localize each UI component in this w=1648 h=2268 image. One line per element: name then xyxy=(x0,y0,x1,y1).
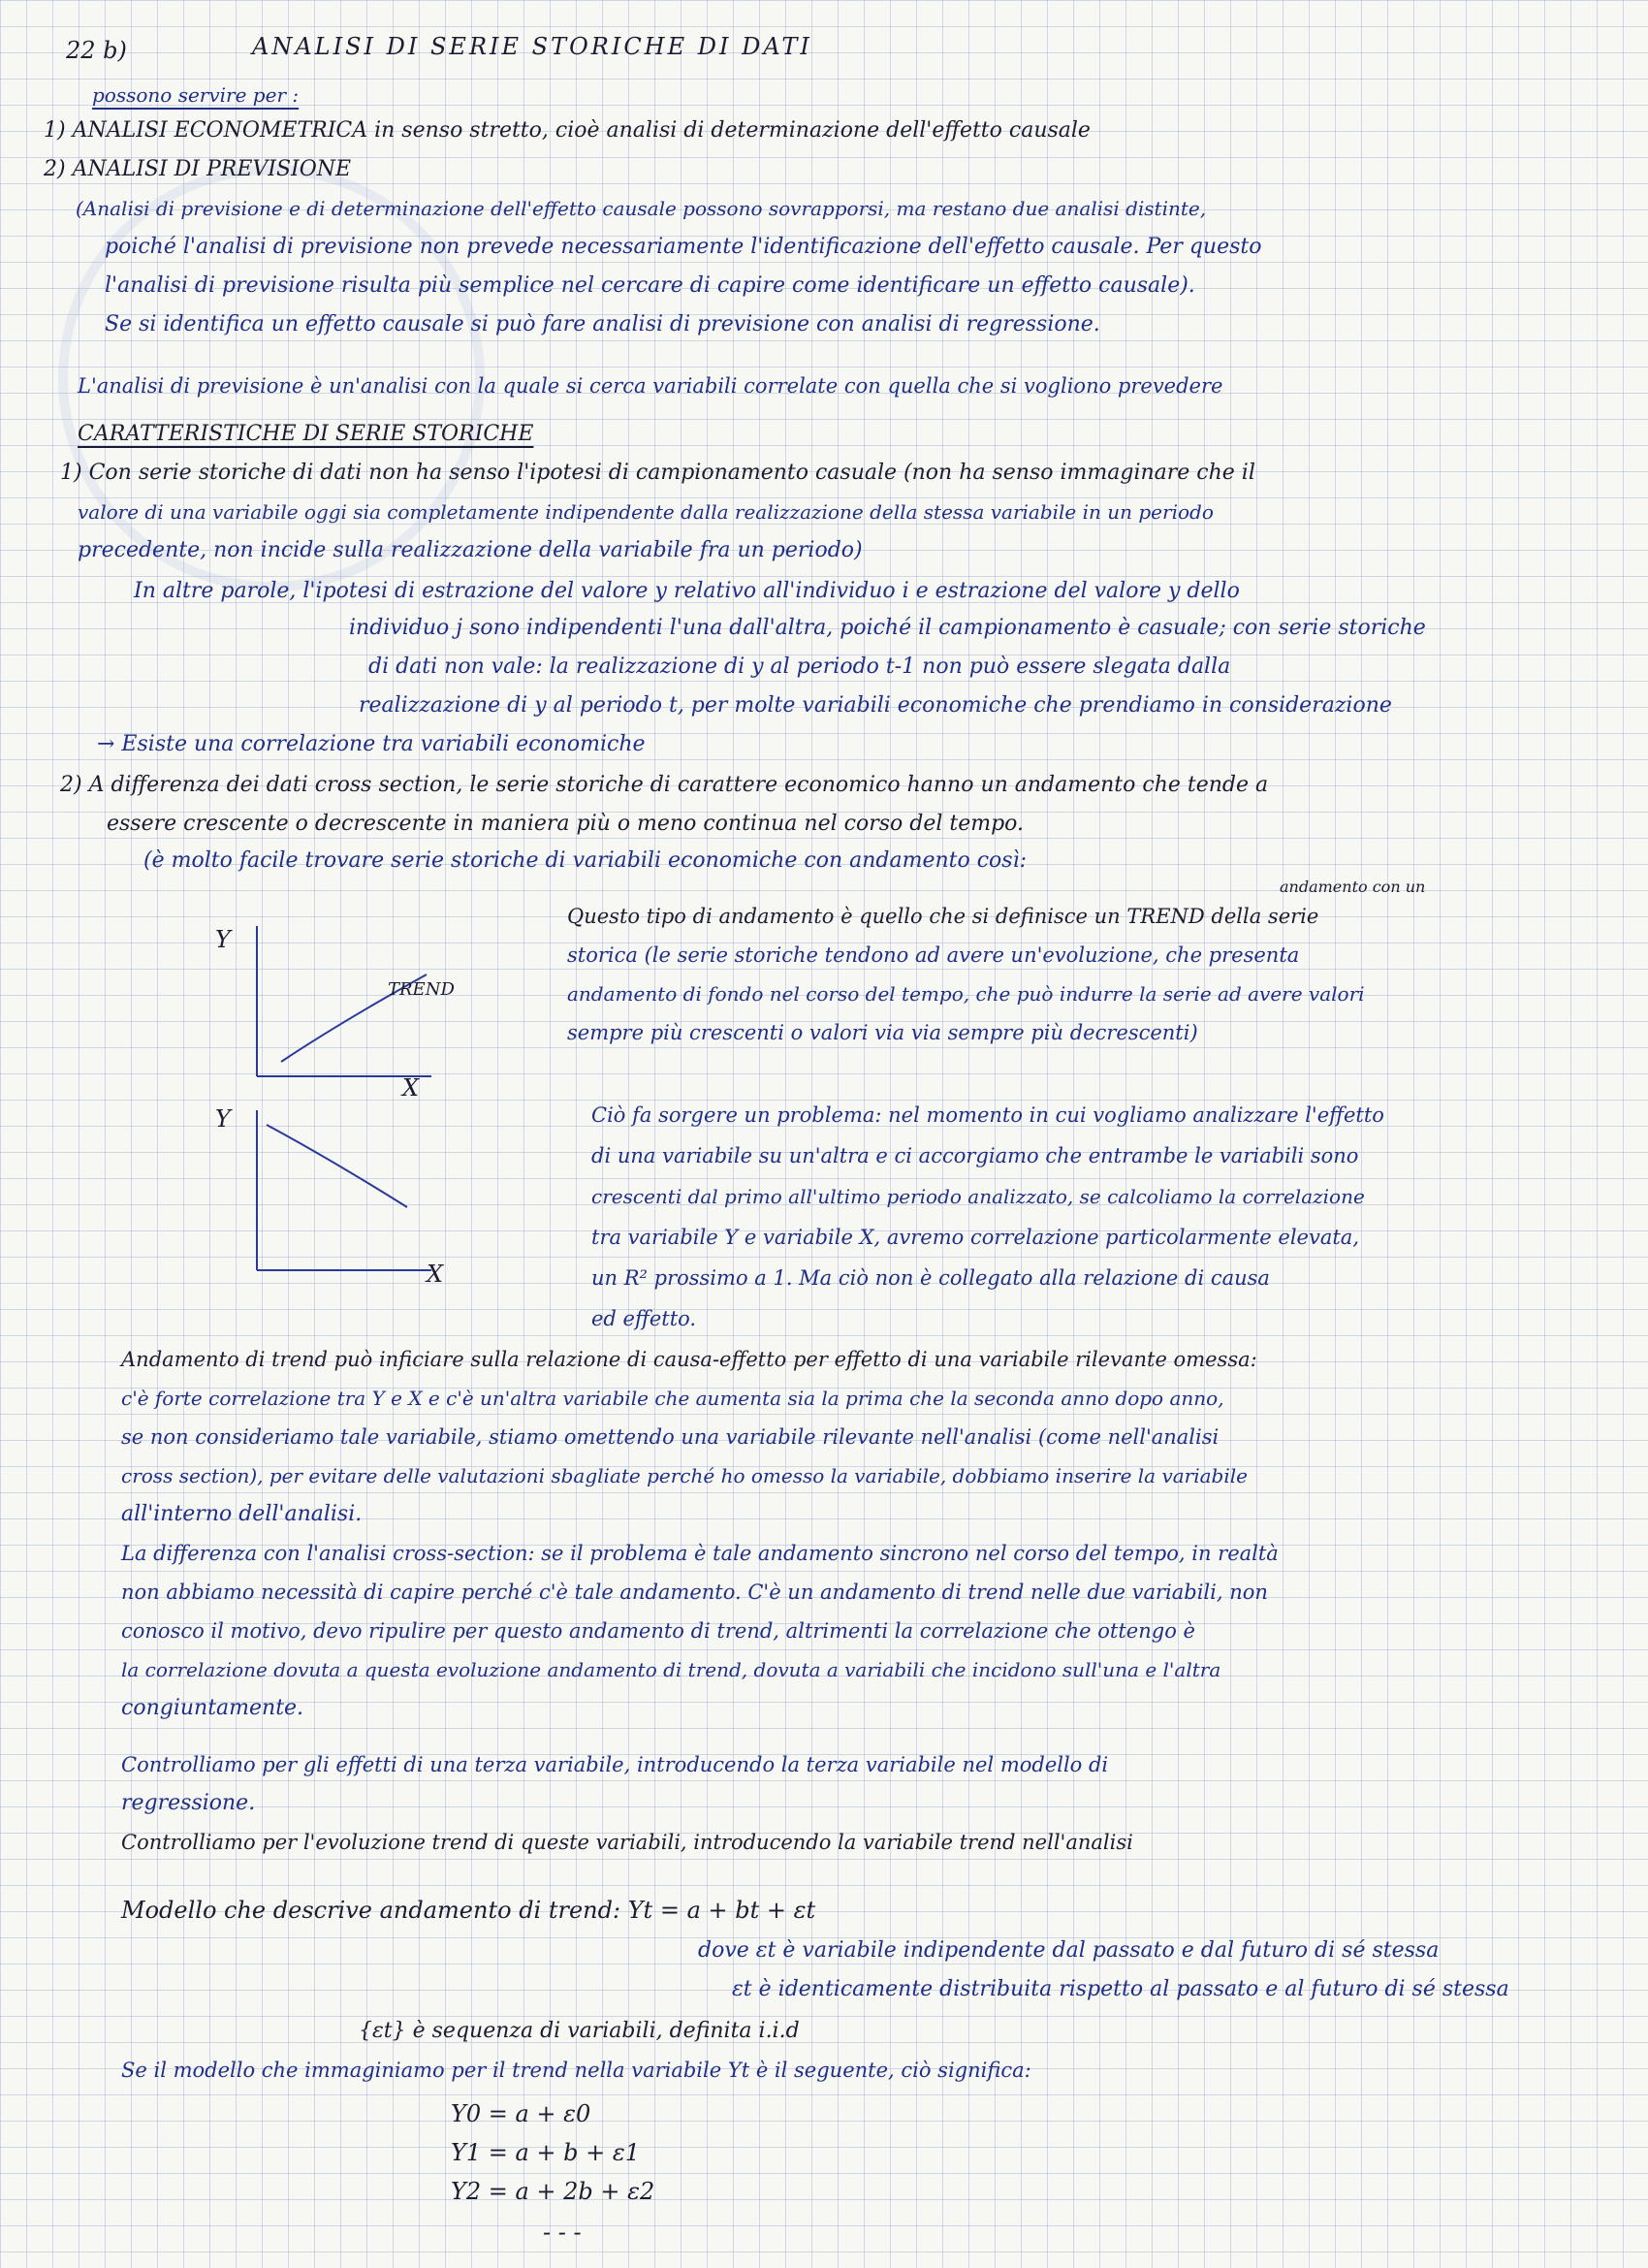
text-line: Controlliamo per gli effetti di una terza variabile, introducendo la terza variabile nel modello di xyxy=(121,1753,1109,1776)
equation-y0: Y0 = a + ε0 xyxy=(451,2100,591,2127)
text-line: non abbiamo necessità di capire perché c'è tale andamento. C'è un andamento di trend nelle due variabili, non xyxy=(121,1581,1268,1604)
right-text-line: Questo tipo di andamento è quello che si definisce un TREND della serie xyxy=(567,905,1319,928)
right-text-line: crescenti dal primo all'ultimo periodo analizzato, se calcoliamo la correlazione xyxy=(591,1185,1365,1208)
page-number: 22 b) xyxy=(66,37,127,64)
text-line: (è molto facile trovare serie storiche di variabili economiche con andamento così: xyxy=(143,848,1028,873)
text-line: (Analisi di previsione e di determinazione dell'effetto causale possono sovrapporsi, ma restano due analisi distinte, xyxy=(76,197,1207,220)
ellipsis: - - - xyxy=(543,2219,582,2246)
text-line: l'analisi di previsione risulta più semplice nel cercare di capire come identificare un effetto causale). xyxy=(105,273,1195,298)
text-line: La differenza con l'analisi cross-section: se il problema è tale andamento sincrono nel corso del tempo, in realtà xyxy=(121,1542,1279,1565)
text-line: Controlliamo per l'evoluzione trend di queste variabili, introducendo la variabile trend nell'analisi xyxy=(121,1831,1133,1854)
text-line: c'è forte correlazione tra Y e X e c'è un'altra variabile che aumenta sia la prima che la seconda anno dopo anno, xyxy=(121,1387,1224,1410)
text-line: valore di una variabile oggi sia completamente indipendente dalla realizzazione della stessa variabile in un periodo xyxy=(78,500,1214,524)
text-line: conosco il motivo, devo ripulire per questo andamento di trend, altrimenti la correlazione che ottengo è xyxy=(121,1619,1195,1643)
right-text-line: di una variabile su un'altra e ci accorgiamo che entrambe le variabili sono xyxy=(591,1144,1359,1167)
text-line: all'interno dell'analisi. xyxy=(121,1502,363,1526)
trend-graph-increasing xyxy=(194,916,446,1101)
graph2-y-label: Y xyxy=(215,1105,231,1133)
note-above: andamento con un xyxy=(1280,878,1426,896)
list-item-econometric: 1) ANALISI ECONOMETRICA in senso stretto, cioè analisi di determinazione dell'effetto causale xyxy=(44,118,1091,143)
right-text-line: storica (le serie storiche tendono ad avere un'evoluzione, che presenta xyxy=(567,943,1300,967)
right-text-line: sempre più crescenti o valori via via sempre più decrescenti) xyxy=(567,1021,1198,1044)
right-text-line: andamento di fondo nel corso del tempo, che può indurre la serie ad avere valori xyxy=(567,982,1365,1006)
text-line: individuo j sono indipendenti l'una dall'altra, poiché il campionamento è casuale; con serie storiche xyxy=(349,616,1426,640)
text-line: Se il modello che immaginiamo per il trend nella variabile Yt è il seguente, ciò significa: xyxy=(121,2059,1031,2082)
trend-graph-decreasing xyxy=(194,1101,446,1285)
text-line: {εt} è sequenza di variabili, definita i.i.d xyxy=(359,2019,800,2043)
list-item-forecast: 2) ANALISI DI PREVISIONE xyxy=(44,157,352,181)
section-heading: CARATTERISTICHE DI SERIE STORICHE xyxy=(78,422,534,446)
text-line: cross section), per evitare delle valutazioni sbagliate perché ho omesso la variabile, dobbiamo inserire la variabile xyxy=(121,1464,1248,1487)
text-line: Se si identifica un effetto causale si può fare analisi di previsione con analisi di regressione. xyxy=(105,312,1100,336)
right-text-line: un R² prossimo a 1. Ma ciò non è collegato alla relazione di causa xyxy=(591,1266,1270,1290)
text-line: se non consideriamo tale variabile, stiamo omettendo una variabile rilevante nell'analisi (come nell'analisi xyxy=(121,1425,1220,1449)
text-line: essere crescente o decrescente in maniera più o meno continua nel corso del tempo. xyxy=(107,812,1025,836)
text-line: realizzazione di y al periodo t, per molte variabili economiche che prendiamo in considerazione xyxy=(359,693,1392,718)
text-line: εt è identicamente distribuita rispetto al passato e al futuro di sé stessa xyxy=(732,1977,1509,2001)
graph2-x-label: X xyxy=(427,1261,444,1288)
graph1-y-label: Y xyxy=(215,926,231,953)
decreasing-trend-line xyxy=(267,1125,407,1207)
text-line: la correlazione dovuta a questa evoluzione andamento di trend, dovuta a variabili che incidono sull'una e l'altra xyxy=(121,1658,1221,1681)
text-line: In altre parole, l'ipotesi di estrazione del valore y relativo all'individuo i e estrazione del valore y dello xyxy=(134,579,1240,603)
equation-y2: Y2 = a + 2b + ε2 xyxy=(451,2178,655,2205)
equation-y1: Y1 = a + b + ε1 xyxy=(451,2139,641,2166)
text-line: Andamento di trend può inficiare sulla relazione di causa-effetto per effetto di una variabile rilevante omessa: xyxy=(121,1348,1257,1371)
graph1-x-label: X xyxy=(402,1074,420,1102)
page-title: ANALISI DI SERIE STORICHE DI DATI xyxy=(252,33,812,60)
text-line: regressione. xyxy=(121,1791,256,1815)
text-line: precedente, non incide sulla realizzazione della variabile fra un periodo) xyxy=(78,538,863,562)
text-line: congiuntamente. xyxy=(121,1696,304,1720)
right-text-line: Ciò fa sorgere un problema: nel momento in cui vogliamo analizzare l'effetto xyxy=(591,1103,1384,1127)
text-line: dove εt è variabile indipendente dal passato e dal futuro di sé stessa xyxy=(698,1938,1440,1963)
text-line: di dati non vale: la realizzazione di y al periodo t-1 non può essere slegata dalla xyxy=(368,655,1231,679)
text-line: L'analisi di previsione è un'analisi con la quale si cerca variabili correlate con quella che si vogliono prevedere xyxy=(78,374,1223,398)
text-line: poiché l'analisi di previsione non prevede necessariamente l'identificazione dell'effetto causale. Per questo xyxy=(105,235,1262,259)
model-equation: Modello che descrive andamento di trend: Yt = a + bt + εt xyxy=(121,1897,816,1924)
intro-line: possono servire per : xyxy=(92,83,300,107)
list-item-2: 2) A differenza dei dati cross section, le serie storiche di carattere economico hanno un andamento che tende a xyxy=(60,773,1269,797)
text-line: → Esiste una correlazione tra variabili economiche xyxy=(97,732,646,756)
graph1-trend-label: TREND xyxy=(388,979,455,1000)
list-item-1: 1) Con serie storiche di dati non ha senso l'ipotesi di campionamento casuale (non ha senso immaginare che il xyxy=(60,461,1255,485)
right-text-line: tra variabile Y e variabile X, avremo correlazione particolarmente elevata, xyxy=(591,1226,1360,1249)
right-text-line: ed effetto. xyxy=(591,1307,697,1330)
